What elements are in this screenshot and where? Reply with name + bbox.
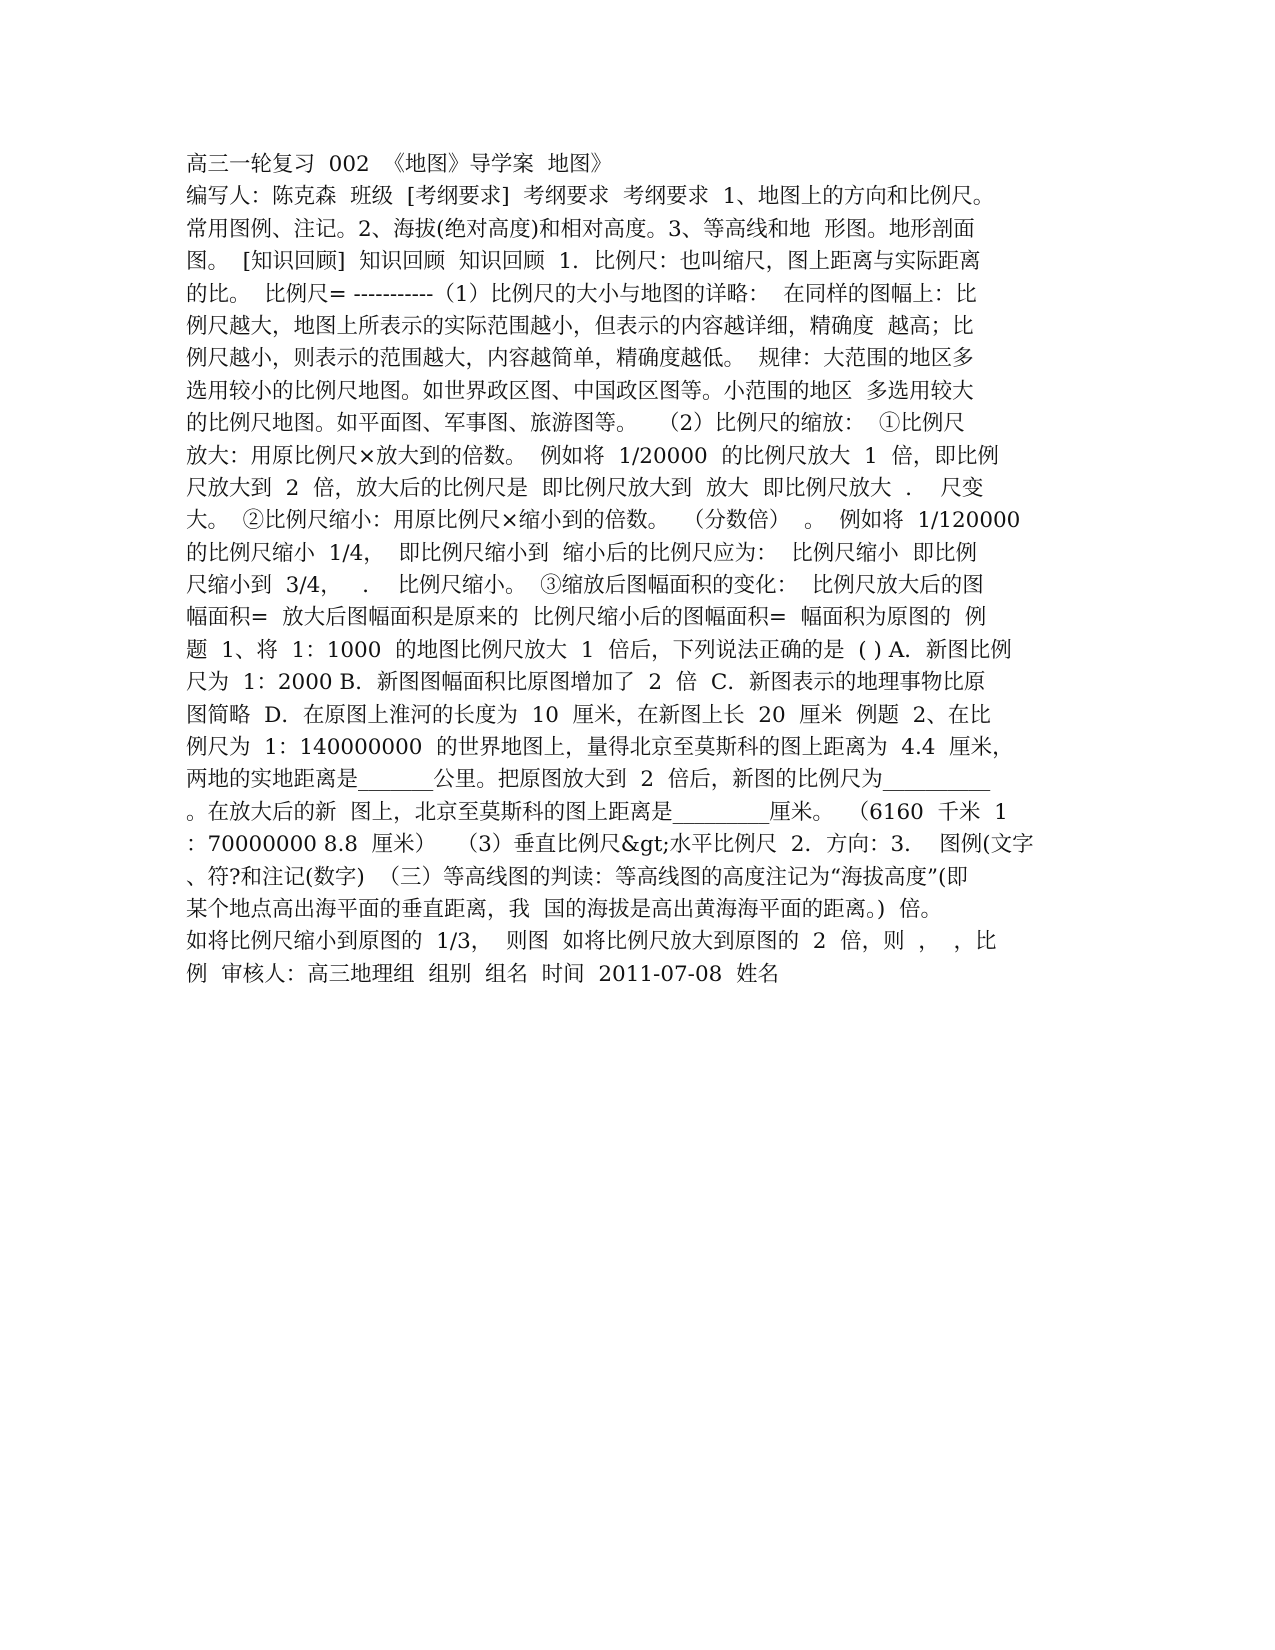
text-line: ：70000000 8.8 厘米） （3）垂直比例尺&gt;水平比例尺 2．方向：3． 图例(文字 <box>186 832 1034 858</box>
text-line: 例尺为 1：140000000 的世界地图上，量得北京至莫斯科的图上距离为 4.4 厘米， <box>186 735 1014 761</box>
text-line: 某个地点高出海平面的垂直距离，我 国的海拔是高出黄海海平面的距离。) 倍。 <box>186 896 942 922</box>
text-line: 的比例尺地图。如平面图、军事图、旅游图等。 （2）比例尺的缩放： ①比例尺 <box>186 411 965 437</box>
text-line: 尺为 1：2000 B．新图图幅面积比原图增加了 2 倍 C．新图表示的地理事物比原 <box>186 670 986 696</box>
text-line: 选用较小的比例尺地图。如世界政区图、中国政区图等。小范围的地区 多选用较大 <box>186 378 974 404</box>
text-line: 放大：用原比例尺×放大到的倍数。 例如将 1/20000 的比例尺放大 1 倍，即比例 <box>186 443 999 469</box>
document-body <box>186 149 1086 991</box>
text-line: 例尺越小，则表示的范围越大，内容越简单，精确度越低。 规律：大范围的地区多 <box>186 346 974 372</box>
text-line: 题 1、将 1：1000 的地图比例尺放大 1 倍后，下列说法正确的是 ( ) A．新图比例 <box>186 637 1012 663</box>
text-line: 尺放大到 2 倍，放大后的比例尺是 即比例尺放大到 放大 即比例尺放大 ． 尺变 <box>186 475 984 501</box>
text-line: 例 审核人：高三地理组 组别 组名 时间 2011-07-08 姓名 <box>186 961 779 987</box>
text-line: 。在放大后的新 图上，北京至莫斯科的图上距离是_________厘米。 （6160 千米 1 <box>186 799 1008 825</box>
text-line: 幅面积= 放大后图幅面积是原来的 比例尺缩小后的图幅面积= 幅面积为原图的 例 <box>186 605 987 631</box>
text-line: 如将比例尺缩小到原图的 1/3， 则图 如将比例尺放大到原图的 2 倍，则 ， ，比 <box>186 929 997 955</box>
text-line: 编写人：陈克森 班级 [考纲要求] 考纲要求 考纲要求 1、地图上的方向和比例尺。 <box>186 184 995 210</box>
text-line: 两地的实地距离是_______公里。把原图放大到 2 倍后，新图的比例尺为__________ <box>186 767 991 793</box>
text-line: 大。 ②比例尺缩小：用原比例尺×缩小到的倍数。 （分数倍） 。 例如将 1/120000 <box>186 508 1021 534</box>
text-line: 常用图例、注记。2、海拔(绝对高度)和相对高度。3、等高线和地 形图。地形剖面 <box>186 216 975 242</box>
text-line: 图。 [知识回顾] 知识回顾 知识回顾 1．比例尺：也叫缩尺，图上距离与实际距离 <box>186 249 981 275</box>
text-line: 的比例尺缩小 1/4， 即比例尺缩小到 缩小后的比例尺应为： 比例尺缩小 即比例 <box>186 540 977 566</box>
text-line: 高三一轮复习 002 《地图》导学案 地图》 <box>186 152 613 177</box>
text-line: 图简略 D．在原图上淮河的长度为 10 厘米，在新图上长 20 厘米 例题 2、在比 <box>186 702 991 728</box>
text-line: 、符?和注记(数字) （三）等高线图的判读：等高线图的高度注记为“海拔高度”(即 <box>186 864 968 890</box>
text-line: 例尺越大，地图上所表示的实际范围越小，但表示的内容越详细，精确度 越高；比 <box>186 313 974 339</box>
text-line: 的比。 比例尺= -----------（1）比例尺的大小与地图的详略： 在同样的图幅上：比 <box>186 281 977 307</box>
text-line: 尺缩小到 3/4， ． 比例尺缩小。 ③缩放后图幅面积的变化： 比例尺放大后的图 <box>186 573 984 599</box>
